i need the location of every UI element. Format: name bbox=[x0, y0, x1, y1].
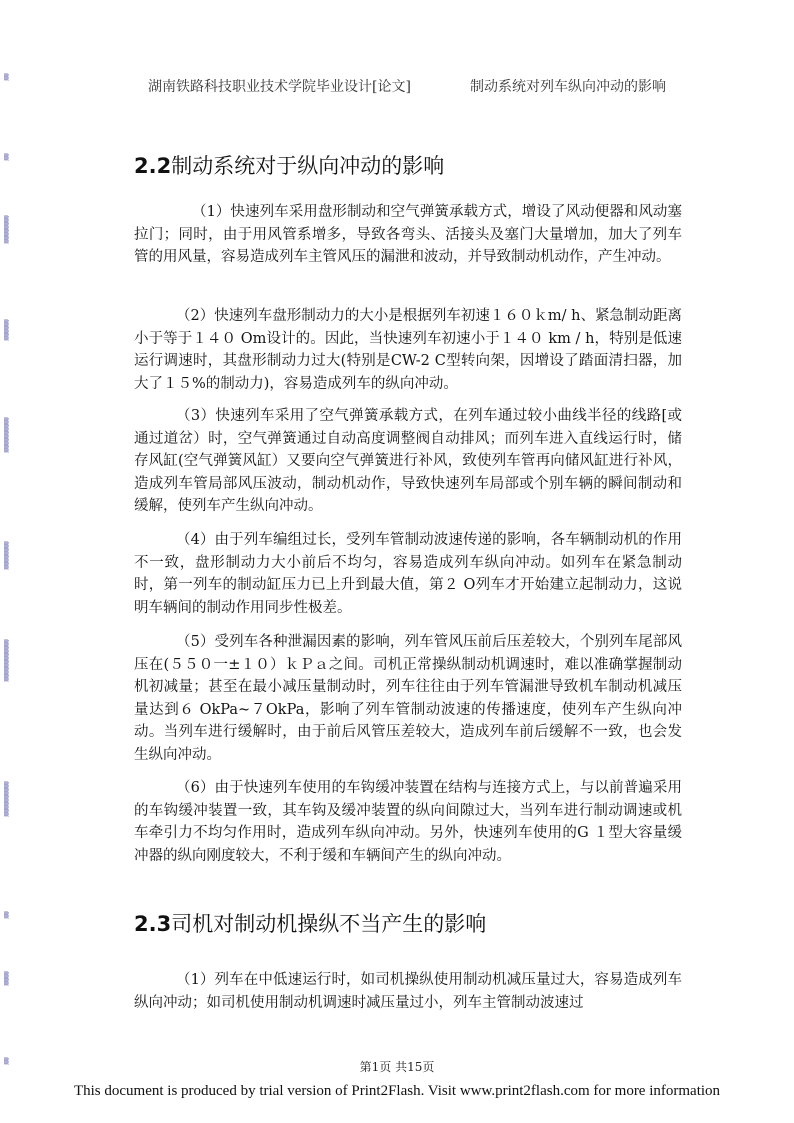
paragraph-2-2-4: （4）由于列车编组过长，受列车管制动波速传递的影响，各车辆制动机的作用不一致，盘形制动力大小前后不均匀，容易造成列车纵向冲动。如列车在紧急制动时，第一列车的制动缸压力已上升到最大值，第２ O列车才开始建立起制动力，这说明车辆间的制动作用同步性极差。 bbox=[134, 532, 682, 616]
margin-mark: ▒ ▒ ▒ ▒ ▒ bbox=[4, 782, 8, 817]
page-number: 第1页 共15页 bbox=[359, 1060, 435, 1074]
margin-mark: ▒ bbox=[4, 912, 8, 919]
margin-mark: ▒ bbox=[4, 154, 8, 161]
header-thesis-title: 制动系统对列车纵向冲动的影响 bbox=[470, 79, 666, 95]
paragraph-2-2-3: （3）快速列车采用了空气弹簧承载方式，在列车通过较小曲线半径的线路[或通过道岔）时，空气弹簧通过自动高度调整阀自动排风；而列车进入直线运行时，储存风缸(空气弹簧风缸）又要向空气弹簧进行补风，致使列车管再向储风缸进行补风，造成列车管局部风压波动，制动机动作，导致快速列车局部或个别车辆的瞬间制动和缓解，使列车产生纵向冲动。 bbox=[134, 408, 682, 514]
paragraph-2-2-6: （6）由于快速列车使用的车钩缓冲装置在结构与连接方式上，与以前普遍采用的车钩缓冲装置一致，其车钩及缓冲装置的纵向间隙过大，当列车进行制动调速或机车牵引力不均匀作用时，造成列车纵向冲动。另外，快速列车使用的G １型大容量缓冲器的纵向刚度较大，不利于缓和车辆间产生的纵向冲动。 bbox=[134, 780, 682, 864]
header-school-title: 湖南铁路科技职业技术学院毕业设计[论文] bbox=[148, 79, 411, 95]
margin-marks bbox=[4, 0, 24, 1123]
paragraph-2-2-1: （1）快速列车采用盘形制动和空气弹簧承载方式，增设了风动便器和风动塞拉门；同时，由于用风管系增多，导致各弯头、活接头及塞门大量增加，加大了列车管的用风量，容易造成列车主管风压的漏泄和波动，并导致制动机动作，产生冲动。 bbox=[134, 204, 682, 265]
margin-mark: ▒ bbox=[4, 1058, 8, 1065]
paragraph-2-2-2: （2）快速列车盘形制动力的大小是根据列车初速１６０ｋm/ h、紧急制动距离小于等于１４０ Om设计的。因此，当快速列车初速小于１４０ km / h，特别是低速运行调速时，其盘形制动力过大(特别是CW-2 C型转向架，因增设了踏面清扫器，加大了１５%的制动力)，容易造成列车的纵向冲动。 bbox=[134, 308, 682, 392]
margin-mark: ▒ bbox=[4, 74, 8, 81]
section-heading-2-3 bbox=[134, 908, 486, 938]
margin-mark: ▒ ▒ ▒ bbox=[4, 320, 8, 341]
section-number: 2.2 bbox=[134, 154, 172, 178]
section-heading-2-2 bbox=[134, 150, 444, 180]
margin-mark: ▒ ▒ bbox=[4, 972, 8, 986]
section-title: 司机对制动机操纵不当产生的影响 bbox=[171, 912, 487, 936]
section-title: 制动系统对于纵向冲动的影响 bbox=[171, 154, 445, 178]
section-number: 2.3 bbox=[134, 912, 172, 936]
margin-mark: ▒ ▒ ▒ ▒ bbox=[4, 542, 8, 570]
trial-watermark: This document is produced by trial version of Print2Flash. Visit www.print2flash.com for more information bbox=[73, 1083, 721, 1099]
margin-mark: ▒ ▒ ▒ ▒ ▒ bbox=[4, 418, 8, 453]
margin-mark: ▒ ▒ ▒ ▒ ▒ ▒ bbox=[4, 640, 8, 682]
margin-mark: ▒ ▒ ▒ ▒ bbox=[4, 216, 8, 244]
paragraph-2-2-5: （5）受列车各种泄漏因素的影响，列车管风压前后压差较大，个别列车尾部风压在(５５０一±１０）ｋＰａ之间。司机正常操纵制动机调速时，难以准确掌握制动机初减量；甚至在最小减压量制动时，列车往往由于列车管漏泄导致机车制动机减压量达到６ OkPa~７OkPa，影响了列车管制动波速的传播速度，使列车产生纵向冲动。当列车进行缓解时，由于前后风管压差较大，造成列车前后缓解不一致，也会发生纵向冲动。 bbox=[134, 634, 682, 763]
paragraph-2-3-1: （1）列车在中低速运行时，如司机操纵使用制动机减压量过大，容易造成列车纵向冲动；如司机使用制动机调速时减压量过小，列车主管制动波速过 bbox=[134, 972, 682, 1011]
